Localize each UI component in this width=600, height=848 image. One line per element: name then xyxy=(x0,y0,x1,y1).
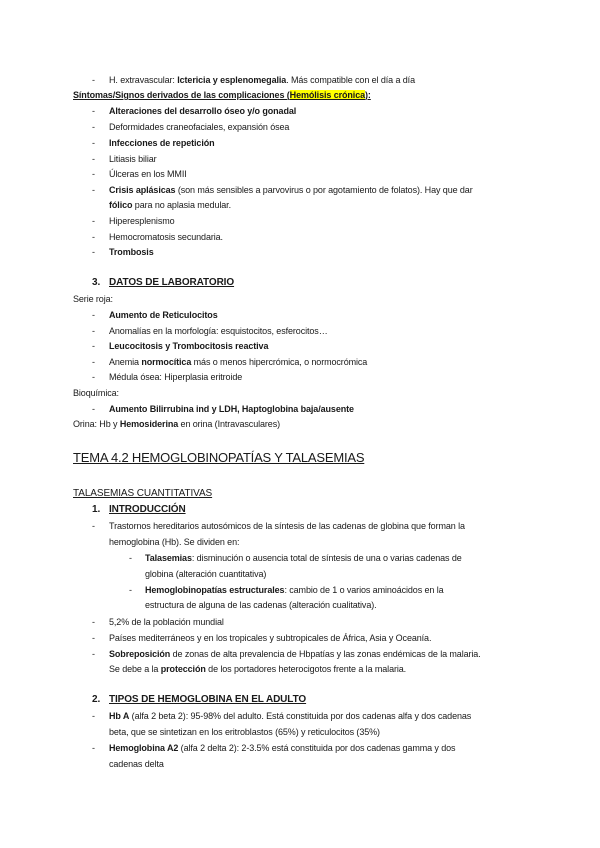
bullet-dash: - xyxy=(129,553,132,563)
list-item: 5,2% de la población mundial xyxy=(109,617,224,627)
list-item: Sobreposición de zonas de alta prevalencia de Hbpatías y las zonas endémicas de la malaria. xyxy=(109,649,481,659)
bullet-dash: - xyxy=(92,75,95,85)
bullet-dash: - xyxy=(92,232,95,242)
bullet-dash: - xyxy=(92,521,95,531)
complications-heading: Síntomas/Signos derivados de las complicaciones (Hemólisis crónica): xyxy=(73,90,371,100)
list-item-continuation: beta, que se sintetizan en los eritroblastos (65%) y reticulocitos (35%) xyxy=(109,727,380,737)
list-item: Trombosis xyxy=(109,247,154,257)
paragraph: Orina: Hb y Hemosiderina en orina (Intravasculares) xyxy=(73,419,281,429)
list-item-continuation: hemoglobina (Hb). Se dividen en: xyxy=(109,537,240,547)
list-item: Infecciones de repetición xyxy=(109,138,215,148)
bullet-dash: - xyxy=(92,185,95,195)
list-item: Anomalías en la morfología: esquistocitos, esferocitos… xyxy=(109,326,328,336)
bullet-dash: - xyxy=(92,138,95,148)
list-item: Aumento Bilirrubina ind y LDH, Haptoglobina baja/ausente xyxy=(109,404,354,414)
list-item: Hemoglobina A2 (alfa 2 delta 2): 2-3.5% está constituida por dos cadenas gamma y dos xyxy=(109,743,456,753)
bullet-dash: - xyxy=(92,743,95,753)
bullet-dash: - xyxy=(92,341,95,351)
bullet-dash: - xyxy=(92,649,95,659)
list-item: Leucocitosis y Trombocitosis reactiva xyxy=(109,341,269,351)
list-item: Úlceras en los MMII xyxy=(109,169,187,179)
bullet-dash: - xyxy=(92,216,95,226)
list-item: H. extravascular: Ictericia y esplenomegalia. Más compatible con el día a día xyxy=(109,75,415,85)
list-item: Trastornos hereditarios autosómicos de la síntesis de las cadenas de globina que forman la xyxy=(109,521,465,531)
section-number: 1. xyxy=(92,504,101,515)
bullet-dash: - xyxy=(92,247,95,257)
section-title: INTRODUCCIÓN xyxy=(109,504,186,515)
subheading: Serie roja: xyxy=(73,294,113,304)
sub-list-item-continuation: estructura de alguna de las cadenas (alteración cualitativa). xyxy=(145,600,377,610)
list-item: Hiperesplenismo xyxy=(109,216,175,226)
list-item: Deformidades craneofaciales, expansión ósea xyxy=(109,122,290,132)
list-item: Aumento de Reticulocitos xyxy=(109,310,218,320)
bullet-dash: - xyxy=(92,711,95,721)
sub-list-item: Hemoglobinopatías estructurales: cambio de 1 o varios aminoácidos en la xyxy=(145,585,444,595)
bullet-dash: - xyxy=(92,617,95,627)
section-title: DATOS DE LABORATORIO xyxy=(109,277,235,288)
list-item: Alteraciones del desarrollo óseo y/o gonadal xyxy=(109,106,297,116)
section-number: 2. xyxy=(92,694,101,705)
list-item-continuation: fólico para no aplasia medular. xyxy=(109,200,231,210)
list-item-continuation: cadenas delta xyxy=(109,759,164,769)
list-item: Crisis aplásicas (son más sensibles a parvovirus o por agotamiento de folatos). Hay que dar xyxy=(109,185,473,195)
bullet-dash: - xyxy=(92,357,95,367)
list-item: Hb A (alfa 2 beta 2): 95-98% del adulto. Está constituida por dos cadenas alfa y dos cadenas xyxy=(109,711,472,721)
chapter-title: TEMA 4.2 HEMOGLOBINOPATÍAS Y TALASEMIAS xyxy=(73,450,365,465)
list-item: Litiasis biliar xyxy=(109,154,157,164)
list-item: Anemia normocítica más o menos hipercrómica, o normocrómica xyxy=(109,357,368,367)
bullet-dash: - xyxy=(92,122,95,132)
section-number: 3. xyxy=(92,277,101,288)
bullet-dash: - xyxy=(92,106,95,116)
subheading: Bioquímica: xyxy=(73,388,119,398)
section-title: TIPOS DE HEMOGLOBINA EN EL ADULTO xyxy=(109,694,307,705)
sub-list-item: Talasemias: disminución o ausencia total de síntesis de una o varias cadenas de xyxy=(145,553,462,563)
list-item: Médula ósea: Hiperplasia eritroide xyxy=(109,372,243,382)
bullet-dash: - xyxy=(92,154,95,164)
bullet-dash: - xyxy=(129,585,132,595)
list-item: Hemocromatosis secundaria. xyxy=(109,232,223,242)
sub-list-item-continuation: globina (alteración cuantitativa) xyxy=(145,569,267,579)
bullet-dash: - xyxy=(92,169,95,179)
section-heading: TALASEMIAS CUANTITATIVAS xyxy=(73,488,213,499)
bullet-dash: - xyxy=(92,326,95,336)
list-item-continuation: Se debe a la protección de los portadores heterocigotos frente a la malaria. xyxy=(109,664,407,674)
bullet-dash: - xyxy=(92,404,95,414)
bullet-dash: - xyxy=(92,310,95,320)
bullet-dash: - xyxy=(92,633,95,643)
list-item: Países mediterráneos y en los tropicales y subtropicales de África, Asia y Oceanía. xyxy=(109,633,432,643)
bullet-dash: - xyxy=(92,372,95,382)
